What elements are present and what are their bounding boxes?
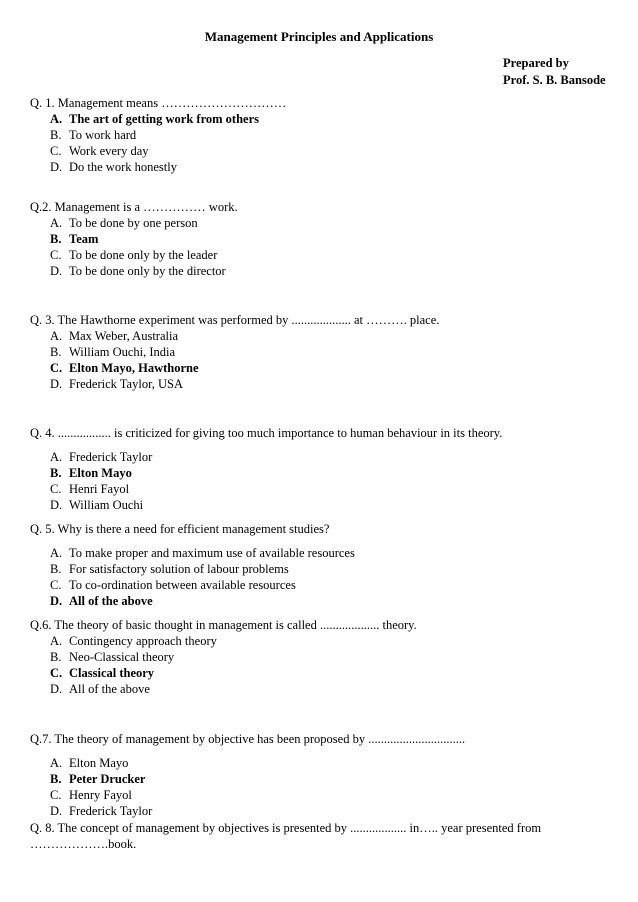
question-1: [30, 95, 610, 111]
question-text: Q.2. Management is a …………… work.: [30, 200, 238, 214]
question-text: Q.6. The theory of basic thought in management is called ................... theory.: [30, 618, 417, 632]
author-name: Prof. S. B. Bansode: [503, 73, 606, 87]
option-text: The art of getting work from others: [69, 112, 260, 126]
question-2-option-b: [50, 231, 98, 247]
option-text: To make proper and maximum use of available resources: [69, 546, 355, 560]
option-text: Classical theory: [69, 666, 155, 680]
question-1-option-d: [50, 159, 177, 175]
question-5: [30, 521, 610, 537]
question-1-option-a: [50, 111, 259, 127]
option-text: To be done by one person: [69, 216, 198, 230]
question-7-option-c: [50, 787, 132, 803]
question-text: Q.7. The theory of management by objective has been proposed by ...............................: [30, 732, 466, 746]
option-letter: C.: [50, 144, 62, 158]
question-3-option-d: [50, 376, 183, 392]
question-7-option-d: [50, 803, 152, 819]
option-letter: C.: [50, 361, 63, 375]
question-text: Q. 3. The Hawthorne experiment was performed by ................... at ………. place.: [30, 313, 440, 327]
option-letter: C.: [50, 482, 62, 496]
option-text: To be done only by the director: [69, 264, 226, 278]
question-3-option-a: [50, 328, 178, 344]
question-2-option-a: [50, 215, 198, 231]
option-letter: B.: [50, 345, 62, 359]
option-text: Elton Mayo: [69, 756, 129, 770]
document-title: Management Principles and Applications: [204, 29, 434, 44]
option-text: Frederick Taylor, USA: [69, 377, 183, 391]
option-text: Elton Mayo, Hawthorne: [69, 361, 199, 375]
question-7: [30, 731, 610, 747]
question-4-option-b: [50, 465, 132, 481]
question-6: [30, 617, 610, 633]
option-letter: B.: [50, 772, 62, 786]
option-letter: C.: [50, 248, 62, 262]
option-letter: A.: [50, 329, 63, 343]
option-letter: A.: [50, 546, 63, 560]
option-text: Neo-Classical theory: [69, 650, 175, 664]
option-text: Henry Fayol: [69, 788, 132, 802]
option-letter: A.: [50, 756, 63, 770]
option-letter: D.: [50, 498, 63, 512]
question-6-option-c: [50, 665, 154, 681]
option-letter: D.: [50, 594, 63, 608]
question-2-option-c: [50, 247, 217, 263]
option-text: For satisfactory solution of labour problems: [69, 562, 289, 576]
option-text: Max Weber, Australia: [69, 329, 178, 343]
question-4-option-c: [50, 481, 129, 497]
question-5-option-d: [50, 593, 153, 609]
option-letter: B.: [50, 466, 62, 480]
option-text: To co-ordination between available resources: [69, 578, 296, 592]
question-4-option-d: [50, 497, 143, 513]
option-text: Do the work honestly: [69, 160, 177, 174]
option-text: Frederick Taylor: [69, 804, 153, 818]
option-letter: C.: [50, 788, 62, 802]
option-text: William Ouchi, India: [69, 345, 176, 359]
question-8: [30, 820, 570, 852]
option-letter: D.: [50, 160, 63, 174]
question-3-option-c: [50, 360, 199, 376]
option-text: To be done only by the leader: [69, 248, 218, 262]
question-5-option-a: [50, 545, 355, 561]
option-text: Contingency approach theory: [69, 634, 217, 648]
question-6-option-b: [50, 649, 174, 665]
question-5-option-b: [50, 561, 289, 577]
option-text: Team: [69, 232, 99, 246]
option-text: Peter Drucker: [69, 772, 146, 786]
question-2-option-d: [50, 263, 226, 279]
option-letter: C.: [50, 666, 63, 680]
option-letter: B.: [50, 232, 62, 246]
option-letter: B.: [50, 128, 62, 142]
option-text: To work hard: [69, 128, 137, 142]
option-letter: B.: [50, 650, 62, 664]
question-text: Q. 1. Management means …………………………: [30, 96, 287, 110]
option-letter: D.: [50, 377, 63, 391]
option-letter: C.: [50, 578, 62, 592]
option-text: Elton Mayo: [69, 466, 132, 480]
option-text: Henri Fayol: [69, 482, 130, 496]
question-2: [30, 199, 610, 215]
question-text: Q. 4. ................. is criticized for giving too much importance to human behaviour in its theory.: [30, 426, 503, 440]
option-text: All of the above: [69, 682, 150, 696]
option-text: Work every day: [69, 144, 149, 158]
option-letter: B.: [50, 562, 62, 576]
question-7-option-a: [50, 755, 128, 771]
question-6-option-a: [50, 633, 217, 649]
question-3-option-b: [50, 344, 175, 360]
question-4: [30, 425, 610, 441]
option-letter: A.: [50, 450, 63, 464]
question-7-option-b: [50, 771, 145, 787]
option-text: All of the above: [69, 594, 153, 608]
option-letter: D.: [50, 264, 63, 278]
question-4-option-a: [50, 449, 152, 465]
question-text: Q. 5. Why is there a need for efficient management studies?: [30, 522, 330, 536]
option-letter: A.: [50, 112, 63, 126]
option-letter: D.: [50, 682, 63, 696]
option-letter: A.: [50, 634, 63, 648]
option-text: William Ouchi: [69, 498, 144, 512]
question-text: Q. 8. The concept of management by objectives is presented by .................. in….. year presented from ……………….book.: [30, 821, 545, 851]
option-letter: A.: [50, 216, 63, 230]
prepared-by-label: Prepared by: [503, 56, 569, 70]
question-5-option-c: [50, 577, 296, 593]
question-1-option-c: [50, 143, 149, 159]
option-text: Frederick Taylor: [69, 450, 153, 464]
question-6-option-d: [50, 681, 150, 697]
option-letter: D.: [50, 804, 63, 818]
question-3: [30, 312, 610, 328]
question-1-option-b: [50, 127, 136, 143]
